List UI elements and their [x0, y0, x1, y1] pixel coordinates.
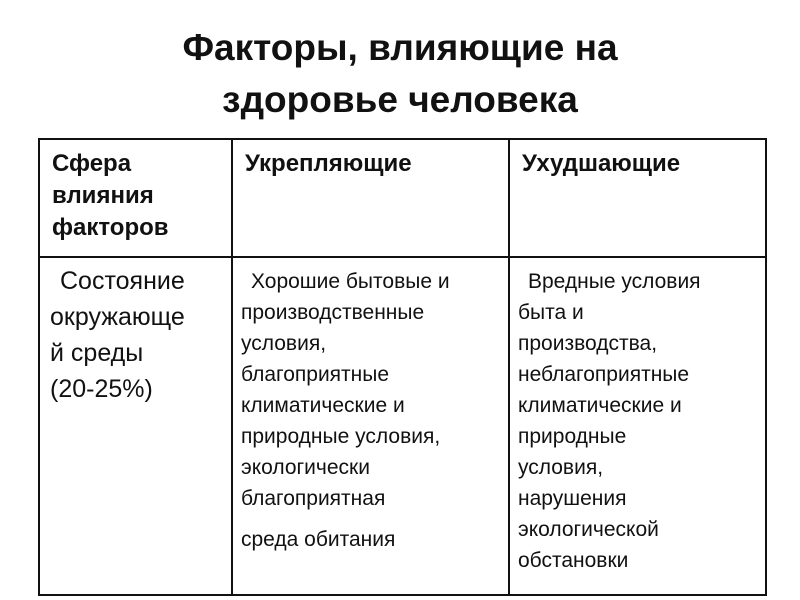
cell-strengthening-line: условия, — [241, 332, 327, 355]
table-header-row — [39, 139, 766, 257]
slide-title-line-1: Факторы, влияющие на — [182, 27, 618, 68]
cell-strengthening-line: благоприятные — [241, 363, 390, 386]
slide-title — [0, 22, 800, 126]
cell-worsening-line: условия, — [518, 456, 604, 479]
cell-sphere-line: й среды — [50, 339, 144, 367]
header-sphere-line: Сфера — [52, 150, 132, 177]
table-row — [39, 257, 766, 595]
cell-strengthening-line: экологически — [241, 456, 370, 479]
factors-table — [38, 138, 767, 596]
cell-worsening-line: неблагоприятные — [518, 363, 690, 386]
cell-worsening-line: климатические и — [518, 394, 682, 417]
header-sphere — [39, 139, 232, 257]
cell-strengthening-line: среда обитания — [241, 528, 396, 551]
cell-sphere — [39, 257, 232, 595]
header-sphere-line: влияния — [52, 182, 154, 209]
cell-sphere-line: Состояние — [60, 267, 185, 295]
cell-sphere-line: окружающе — [50, 303, 185, 331]
cell-worsening-line: обстановки — [518, 549, 629, 572]
slide-title-line-2: здоровье человека — [222, 79, 578, 120]
cell-worsening-line: экологической — [518, 518, 659, 541]
cell-worsening-line: Вредные условия — [528, 270, 701, 293]
cell-strengthening-line: Хорошие бытовые и — [251, 270, 450, 293]
header-strengthening — [232, 139, 509, 257]
cell-strengthening-line: благоприятная — [241, 487, 386, 510]
cell-strengthening-line: природные условия, — [241, 425, 441, 448]
cell-worsening — [509, 257, 766, 595]
cell-sphere-line: (20-25%) — [50, 375, 153, 403]
cell-strengthening — [232, 257, 509, 595]
cell-strengthening-line: климатические и — [241, 394, 405, 417]
header-worsening-label: Ухудшающие — [522, 150, 681, 177]
header-sphere-line: факторов — [52, 214, 169, 241]
header-strengthening-label: Укрепляющие — [245, 150, 412, 177]
cell-strengthening-line: производственные — [241, 301, 425, 324]
cell-worsening-line: производства, — [518, 332, 658, 355]
cell-worsening-line: нарушения — [518, 487, 627, 510]
header-worsening — [509, 139, 766, 257]
cell-worsening-line: быта и — [518, 301, 584, 324]
cell-worsening-line: природные — [518, 425, 627, 448]
